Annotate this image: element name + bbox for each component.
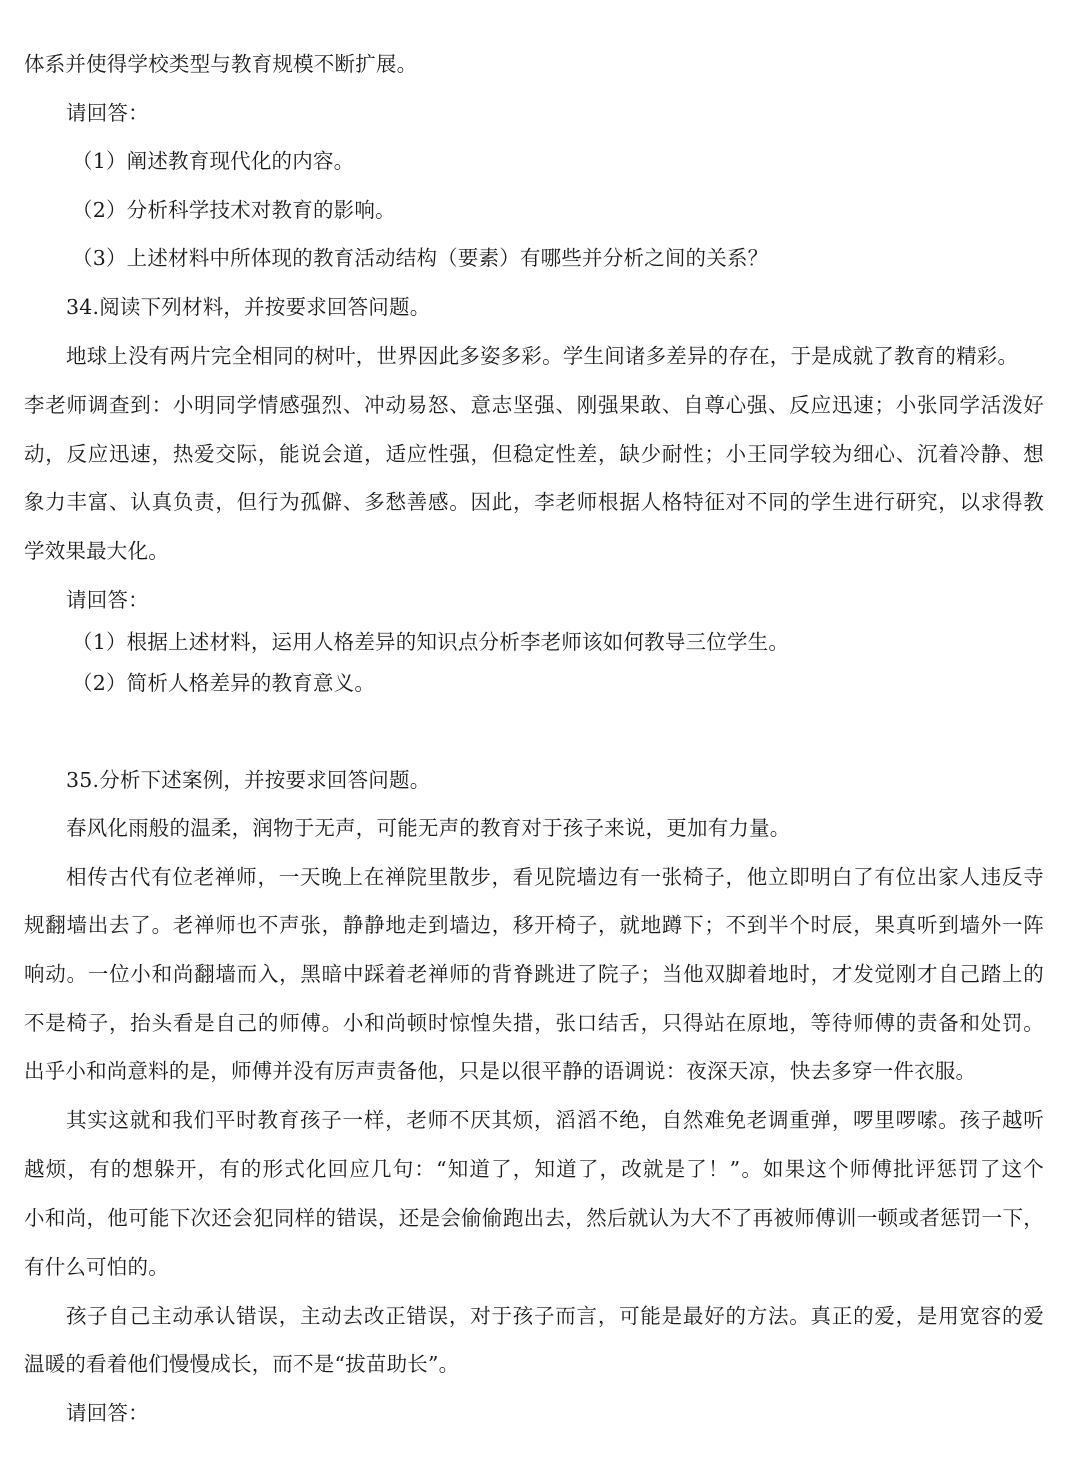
paragraph-line: 孩子自己主动承认错误，主动去改正错误，对于孩子而言，可能是最好的方法。真正的爱，是用宽容的爱 <box>66 1304 1044 1328</box>
paragraph-line: 出乎小和尚意料的是，师傅并没有厉声责备他，只是以很平静的语调说：夜深天凉，快去多穿一件衣服。 <box>24 1059 977 1083</box>
paragraph-line: 地球上没有两片完全相同的树叶，世界因此多姿多彩。学生间诸多差异的存在，于是成就了教育的精彩。 <box>66 344 1019 368</box>
paragraph-line: 温暖的看着他们慢慢成长，而不是“拔苗助长”。 <box>24 1352 460 1376</box>
paragraph-line: 学效果最大化。 <box>24 539 169 563</box>
paragraph-line: 越烦，有的想躲开，有的形式化回应几句：“知道了，知道了，改就是了！”。如果这个师傅批评惩罚了这个 <box>24 1157 1044 1181</box>
paragraph-line: 响动。一位小和尚翻墙而入，黑暗中踩着老禅师的背脊跳进了院子；当他双脚着地时，才发觉刚才自己踏上的 <box>24 962 1044 986</box>
paragraph-line: 春风化雨般的温柔，润物于无声，可能无声的教育对于孩子来说，更加有力量。 <box>66 816 791 840</box>
paragraph-line: 动，反应迅速，热爱交际，能说会道，适应性强，但稳定性差，缺少耐性；小王同学较为细心、沉着冷静、想 <box>24 442 1044 466</box>
question-heading: 35.分析下述案例，并按要求回答问题。 <box>66 768 431 792</box>
paragraph-line: 规翻墙出去了。老禅师也不声张，静静地走到墙边，移开椅子，就地蹲下；不到半个时辰，果真听到墙外一阵 <box>24 913 1044 937</box>
answer-prompt: 请回答： <box>66 101 149 125</box>
paragraph-line: 相传古代有位老禅师，一天晚上在禅院里散步，看见院墙边有一张椅子，他立即明白了有位出家人违反寺 <box>66 865 1044 889</box>
paragraph-line: 有什么可怕的。 <box>24 1255 169 1279</box>
answer-prompt: 请回答： <box>66 588 149 612</box>
question-item: （1）阐述教育现代化的内容。 <box>72 149 355 173</box>
paragraph-line: 李老师调查到：小明同学情感强烈、冲动易怒、意志坚强、刚强果敢、自尊心强、反应迅速；小张同学活泼好 <box>24 393 1044 417</box>
question-heading: 34.阅读下列材料，并按要求回答问题。 <box>66 295 431 319</box>
question-item: （1）根据上述材料，运用人格差异的知识点分析李老师该如何教导三位学生。 <box>72 630 790 654</box>
question-item: （2）分析科学技术对教育的影响。 <box>72 198 396 222</box>
paragraph-line: 象力丰富、认真负责，但行为孤僻、多愁善感。因此，李老师根据人格特征对不同的学生进行研究，以求得教 <box>24 490 1044 514</box>
paragraph-line: 体系并使得学校类型与教育规模不断扩展。 <box>24 52 418 76</box>
question-item: （2）简析人格差异的教育意义。 <box>72 671 376 695</box>
question-item: （3）上述材料中所体现的教育活动结构（要素）有哪些并分析之间的关系？ <box>72 246 769 270</box>
answer-prompt: 请回答： <box>66 1401 149 1425</box>
paragraph-line: 其实这就和我们平时教育孩子一样，老师不厌其烦，滔滔不绝，自然难免老调重弹，啰里啰嗦。孩子越听 <box>66 1108 1044 1132</box>
paragraph-line: 不是椅子，抬头看是自己的师傅。小和尚顿时惊惶失措，张口结舌，只得站在原地，等待师傅的责备和处罚。 <box>24 1011 1044 1035</box>
paragraph-line: 小和尚，他可能下次还会犯同样的错误，还是会偷偷跑出去，然后就认为大不了再被师傅训一顿或者惩罚一下， <box>24 1206 1044 1230</box>
